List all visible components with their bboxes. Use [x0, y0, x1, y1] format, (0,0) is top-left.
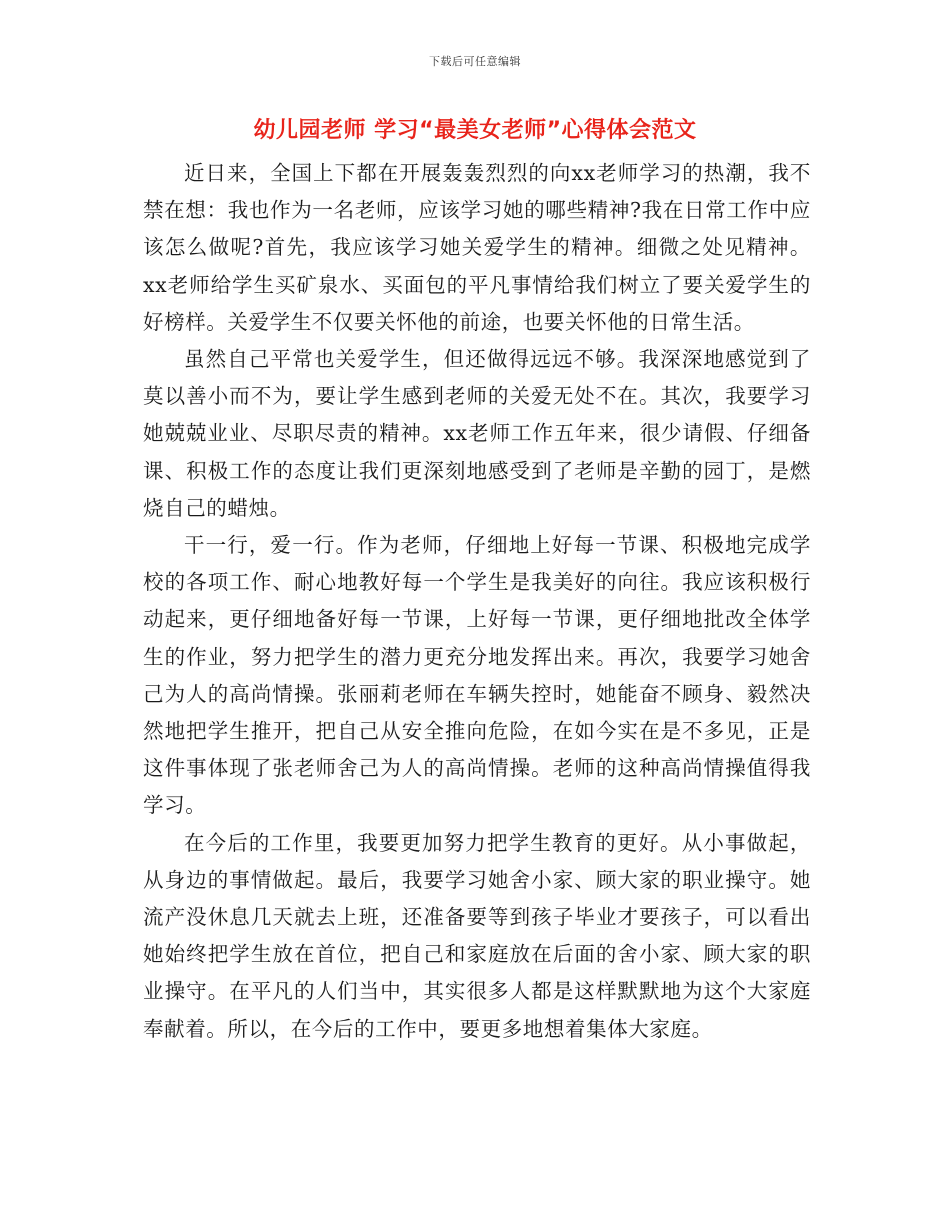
paragraph: 虽然自己平常也关爱学生，但还做得远远不够。我深深地感觉到了莫以善小而不为，要让学生感到老师的关爱无处不在。其次，我要学习她兢兢业业、尽职尽责的精神。xx老师工作五年来，很少请假、仔细备课、积极工作的态度让我们更深刻地感受到了老师是辛勤的园丁，是燃烧自己的蜡烛。 — [143, 347, 811, 520]
paragraph: 干一行，爱一行。作为老师，仔细地上好每一节课、积极地完成学校的各项工作、耐心地教好每一个学生是我美好的向往。我应该积极行动起来，更仔细地备好每一节课，上好每一节课，更仔细地批改全体学生的作业，努力把学生的潜力更充分地发挥出来。再次，我要学习她舍己为人的高尚情操。张丽莉老师在车辆失控时，她能奋不顾身、毅然决然地把学生推开，把自己从安全推向危险，在如今实在是不多见，正是这件事体现了张老师舍己为人的高尚情操。老师的这种高尚情操值得我学习。 — [143, 533, 811, 818]
document-title: 幼儿园老师 学习“最美女老师”心得体会范文 — [253, 118, 697, 143]
header-note: 下载后可任意编辑 — [429, 55, 521, 68]
document-body — [143, 155, 811, 1048]
paragraph: 近日来，全国上下都在开展轰轰烈烈的向xx老师学习的热潮，我不禁在想：我也作为一名老师，应该学习她的哪些精神?我在日常工作中应该怎么做呢?首先，我应该学习她关爱学生的精神。细微之处见精神。xx老师给学生买矿泉水、买面包的平凡事情给我们树立了要关爱学生的好榜样。关爱学生不仅要关怀他的前途，也要关怀他的日常生活。 — [143, 161, 811, 334]
paragraph: 在今后的工作里，我要更加努力把学生教育的更好。从小事做起，从身边的事情做起。最后，我要学习她舍小家、顾大家的职业操守。她流产没休息几天就去上班，还准备要等到孩子毕业才要孩子，可以看出她始终把学生放在首位，把自己和家庭放在后面的舍小家、顾大家的职业操守。在平凡的人们当中，其实很多人都是这样默默地为这个大家庭奉献着。所以，在今后的工作中，要更多地想着集体大家庭。 — [143, 830, 811, 1041]
